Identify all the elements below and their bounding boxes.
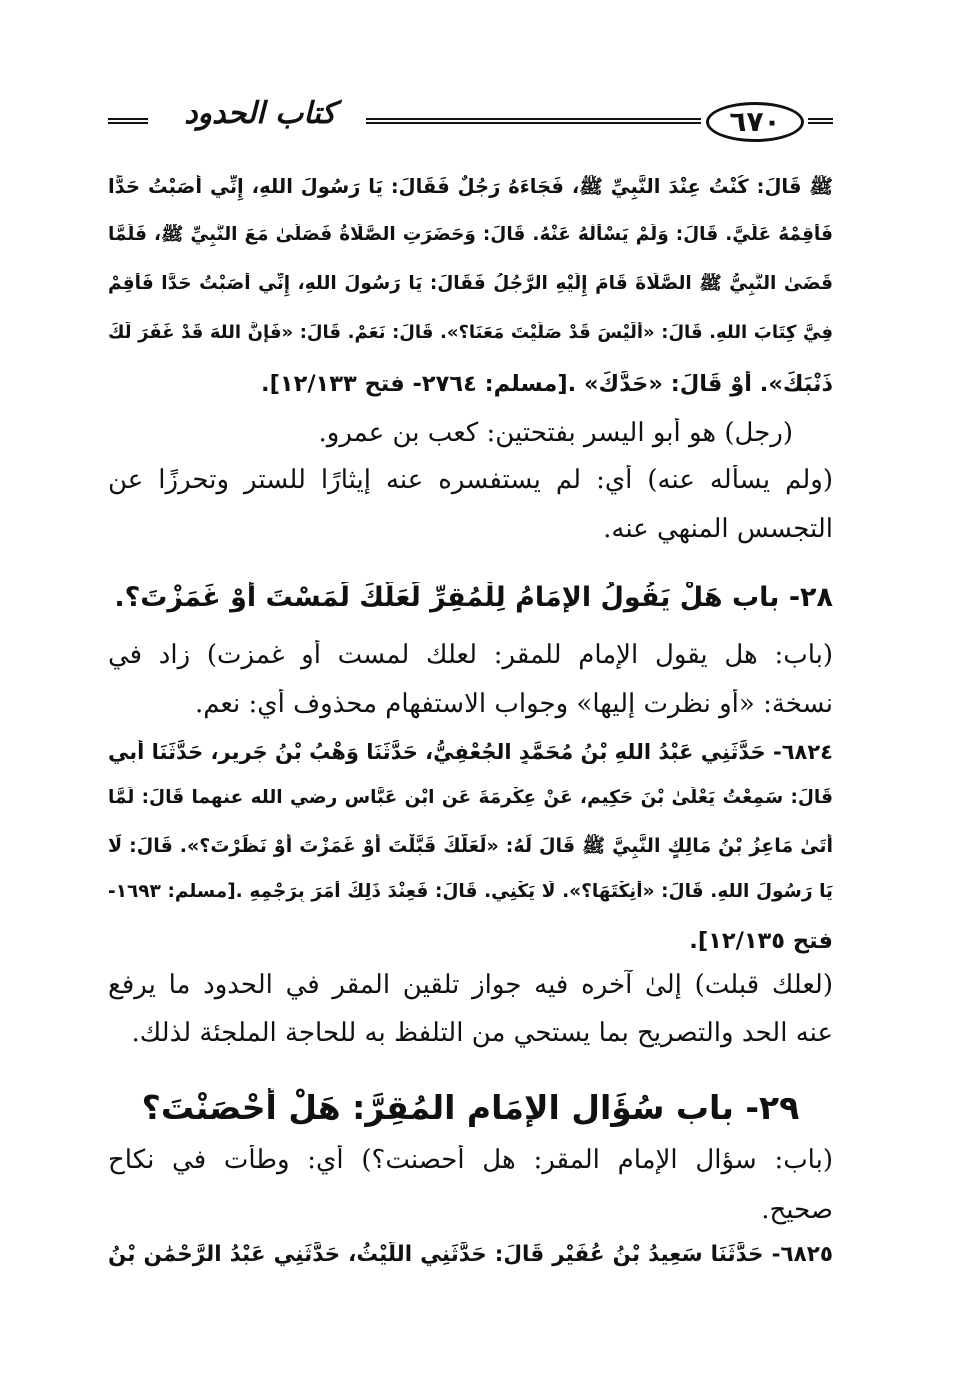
page-number-oval: [706, 102, 804, 142]
commentary-line: (باب: هل يقول الإمام للمقر: لعلك لمست أو غمزت) زاد في: [108, 640, 833, 670]
header-rule: [808, 118, 833, 124]
header-rule: [366, 118, 701, 124]
hadith-line: فَأَقِمْهُ عَلَيَّ. قَالَ: وَلَمْ يَسْأَلْهُ عَنْهُ. قَالَ: وَحَضَرَتِ الصَّلَاةُ فَصَلَّىٰ مَعَ النَّبِيِّ ﷺ، فَلَمَّا: [108, 224, 833, 245]
page-header: [108, 96, 833, 152]
commentary-line: (باب: سؤال الإمام المقر: هل أحصنت؟) أي: وطأت في نكاح: [108, 1145, 833, 1175]
commentary-line: نسخة: «أو نظرت إليها» وجواب الاستفهام محذوف أي: نعم.: [194, 689, 833, 719]
book-title: كتاب الحدود: [184, 96, 336, 131]
hadith-line: ٦٨٢٥- حَدَّثَنَا سَعِيدُ بْنُ عُفَيْرٍ قَالَ: حَدَّثَنِي اللَّيْثُ، حَدَّثَنِي عَبْدُ الرَّحْمَٰنِ بْنُ: [108, 1242, 833, 1267]
hadith-line: فِيَّ كِتَابَ اللهِ. قَالَ: «أَلَيْسَ قَدْ صَلَّيْتَ مَعَنَا؟». قَالَ: نَعَمْ. قَالَ: «فَإِنَّ اللهَ قَدْ غَفَرَ لَكَ: [108, 322, 833, 343]
chapter-heading: ٢٩- باب سُؤَالِ الإِمَامِ المُقِرَّ: هَلْ أَحْصَنْتَ؟: [141, 1088, 800, 1127]
hadith-line: ٦٨٢٤- حَدَّثَنِي عَبْدُ اللهِ بْنُ مُحَمَّدٍ الجُعْفِيُّ، حَدَّثَنَا وَهْبُ بْنُ جَرِيرٍ، حَدَّثَنَا أَبِي: [108, 740, 833, 764]
commentary-line: التجسس المنهي عنه.: [603, 514, 833, 544]
hadith-line: يَا رَسُولَ اللهِ. قَالَ: «أَنِكْتَهَا؟». لَا يَكْنِي. قَالَ: فَعِنْدَ ذَلِكَ أَمَرَ بِرَجْمِهِ .[مسلم: ١٦٩٣-: [108, 881, 833, 902]
hadith-line: ﷺ قَالَ: كُنْتُ عِنْدَ النَّبِيِّ ﷺ، فَجَاءَهُ رَجُلٌ فَقَالَ: يَا رَسُولَ اللهِ، إِنِّي أَصَبْتُ حَدًّا: [108, 175, 833, 198]
header-rule: [108, 118, 148, 124]
commentary-line: (ولم يسأله عنه) أي: لم يستفسره عنه إيثارًا للستر وتحرزًا عن: [108, 465, 833, 495]
hadith-line: أَتَىٰ مَاعِزُ بْنُ مَالِكٍ النَّبِيَّ ﷺ قَالَ لَهُ: «لَعَلَّكَ قَبَّلْتَ أَوْ غَمَزْتَ أَوْ نَظَرْتَ؟». قَالَ: لَا: [108, 835, 833, 857]
page-number: ٦٧٠: [729, 105, 781, 138]
hadith-line: فتح ١٢/١٣٥].: [689, 928, 833, 954]
chapter-heading: ٢٨- باب هَلْ يَقُولُ الإِمَامُ لِلْمُقِرِّ لَعَلَّكَ لَمَسْتَ أَوْ غَمَزْتَ؟.: [114, 582, 833, 613]
hadith-line: قَضَىٰ النَّبِيُّ ﷺ الصَّلَاةَ قَامَ إِلَيْهِ الرَّجُلُ فَقَالَ: يَا رَسُولَ اللهِ، إِنِّي أَصَبْتُ حَدًّا فَأَقِمْ: [108, 273, 833, 294]
commentary-line: صحيح.: [761, 1195, 833, 1225]
commentary-line: عنه الحد والتصريح بما يستحي من التلفظ به للحاجة الملجئة لذلك.: [131, 1018, 833, 1048]
commentary-line: (رجل) هو أبو اليسر بفتحتين: كعب بن عمرو.: [318, 418, 793, 448]
hadith-line: ذَنْبَكَ». أَوْ قَالَ: «حَدَّكَ» .[مسلم: ٢٧٦٤- فتح ١٢/١٣٣].: [261, 371, 833, 397]
commentary-line: (لعلك قبلت) إلىٰ آخره فيه جواز تلقين المقر في الحدود ما يرفع: [108, 970, 833, 1000]
hadith-line: قَالَ: سَمِعْتُ يَعْلَىٰ بْنَ حَكِيمٍ، عَنْ عِكْرِمَةَ عَنِ ابْنِ عَبَّاسٍ رضي الله عنهما قَالَ: لَمَّا: [108, 787, 833, 808]
